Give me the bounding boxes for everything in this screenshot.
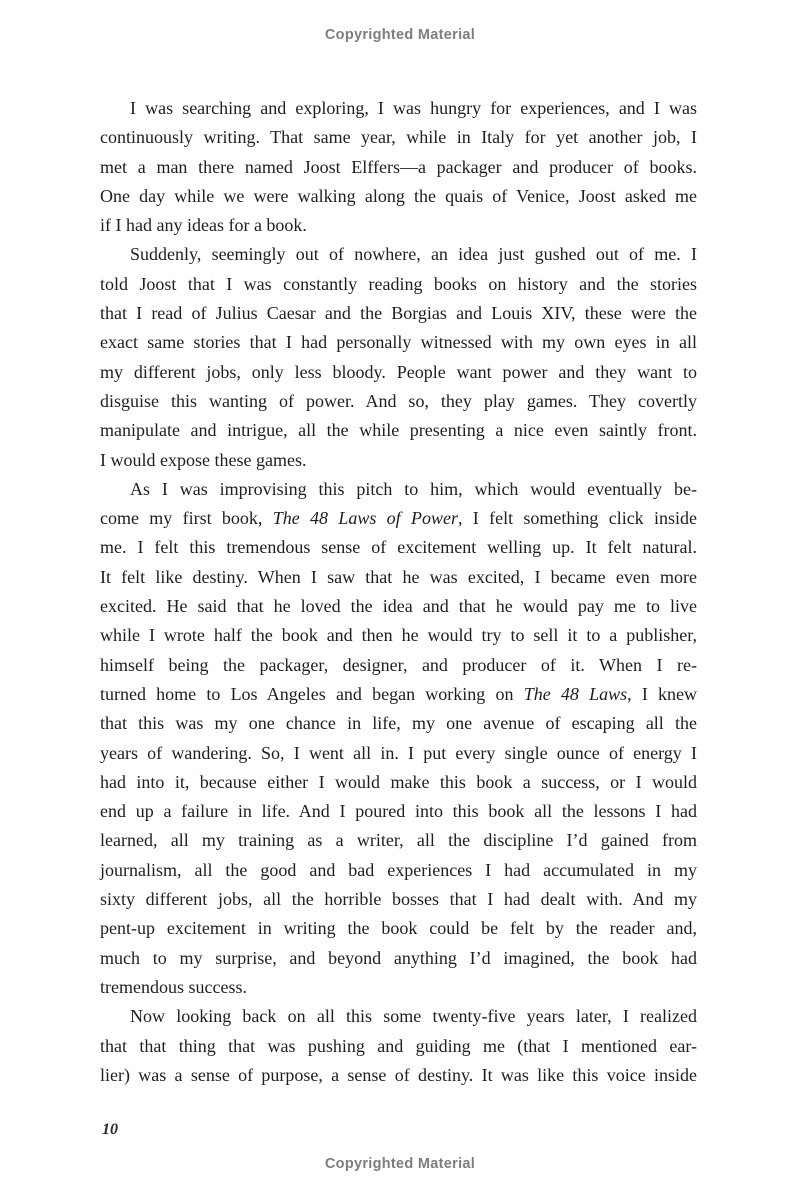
text-line: disguise this wanting of power. And so, they play games. They covertly [100, 390, 697, 411]
text-line: himself being the packager, designer, and producer of it. When I re- [100, 654, 697, 675]
text-line: One day while we were walking along the quais of Venice, Joost asked me [100, 185, 697, 206]
text-line: my different jobs, only less bloody. People want power and they want to [100, 361, 697, 382]
text-line: exact same stories that I had personally witnessed with my own eyes in all [100, 332, 697, 353]
copyright-notice-bottom: Copyrighted Material [324, 1156, 476, 1172]
text-line: told Joost that I was constantly reading books on history and the stories [100, 273, 697, 294]
body-text [100, 94, 697, 1090]
text-line: manipulate and intrigue, all the while presenting a nice even saintly front. [100, 420, 697, 441]
text-line: sixty different jobs, all the horrible bosses that I had dealt with. And my [100, 889, 697, 910]
text-line: end up a failure in life. And I poured into this book all the lessons I had [100, 801, 697, 822]
text-line: continuously writing. That same year, while in Italy for yet another job, I [100, 127, 697, 148]
text-line: if I had any ideas for a book. [100, 215, 307, 236]
text-line: that I read of Julius Caesar and the Borgias and Louis XIV, these were the [100, 303, 697, 324]
text-line: turned home to Los Angeles and began working on The 48 Laws, I knew [100, 683, 697, 704]
text-line: that that thing that was pushing and guiding me (that I mentioned ear- [100, 1035, 697, 1056]
text-line: Now looking back on all this some twenty-five years later, I realized [130, 1006, 697, 1027]
text-line: come my first book, The 48 Laws of Power, I felt something click inside [100, 508, 697, 529]
text-line: me. I felt this tremendous sense of excitement welling up. It felt natural. [100, 537, 697, 558]
text-line: lier) was a sense of purpose, a sense of destiny. It was like this voice inside [100, 1064, 697, 1085]
text-line: while I wrote half the book and then he would try to sell it to a publisher, [100, 625, 697, 646]
text-line: It felt like destiny. When I saw that he was excited, I became even more [100, 566, 697, 587]
text-line: tremendous success. [100, 976, 247, 997]
text-line: I was searching and exploring, I was hungry for experiences, and I was [130, 98, 697, 118]
text-line: met a man there named Joost Elffers—a packager and producer of books. [100, 156, 697, 177]
text-line: learned, all my training as a writer, all the discipline I’d gained from [100, 830, 697, 851]
text-line: journalism, all the good and bad experiences I had accumulated in my [100, 859, 697, 880]
text-line: had into it, because either I would make this book a success, or I would [100, 771, 697, 792]
text-line: years of wandering. So, I went all in. I put every single ounce of energy I [100, 742, 697, 763]
text-line: I would expose these games. [100, 449, 307, 470]
text-line: As I was improvising this pitch to him, which would eventually be- [130, 478, 697, 499]
text-line: that this was my one chance in life, my one avenue of escaping all the [100, 713, 697, 734]
text-line: excited. He said that he loved the idea and that he would pay me to live [100, 596, 697, 617]
text-line: much to my surprise, and beyond anything I’d imagined, the book had [100, 947, 697, 968]
text-line: pent-up excitement in writing the book could be felt by the reader and, [100, 918, 697, 939]
page-number: 10 [102, 1121, 118, 1138]
text-line: Suddenly, seemingly out of nowhere, an idea just gushed out of me. I [130, 244, 697, 265]
copyright-notice-top: Copyrighted Material [324, 27, 476, 43]
